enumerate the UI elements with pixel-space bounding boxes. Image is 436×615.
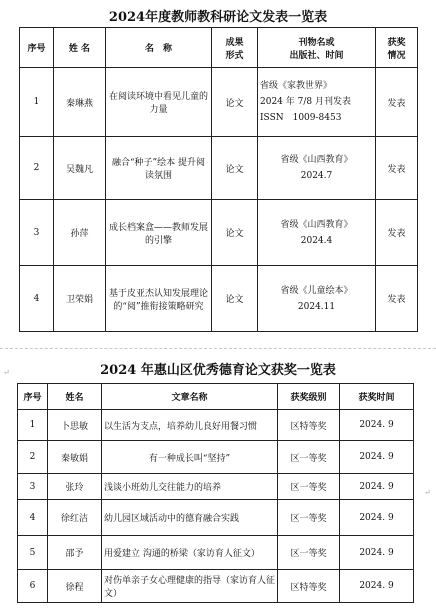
header-form: 成果 形式 xyxy=(212,28,258,68)
row-level: 区一等奖 xyxy=(278,500,340,536)
table-row xyxy=(18,474,414,500)
row-no: 3 xyxy=(20,200,54,266)
table1-title: 2024年度教师教科研论文发表一览表 xyxy=(108,10,328,25)
header-no: 序号 xyxy=(18,384,48,410)
row-no: 2 xyxy=(18,441,48,474)
row-form: 论文 xyxy=(212,200,258,266)
row-level: 区一等奖 xyxy=(278,474,340,500)
row-no: 3 xyxy=(18,474,48,500)
row-level: 区特等奖 xyxy=(278,410,340,441)
moral-education-award-table xyxy=(17,383,414,603)
paragraph-mark-icon: ↵ xyxy=(424,488,431,497)
row-no: 1 xyxy=(18,410,48,441)
row-no: 4 xyxy=(18,500,48,536)
header-level: 获奖级别 xyxy=(278,384,340,410)
row-form: 论文 xyxy=(212,68,258,137)
row-no: 1 xyxy=(20,68,54,137)
row-time: 2024. 9 xyxy=(340,441,414,474)
table-row xyxy=(18,410,414,441)
row-title: 有一种成长叫“坚持” xyxy=(102,441,278,474)
header-title: 名 称 xyxy=(106,28,212,68)
row-name: 孙萍 xyxy=(54,200,106,266)
table-row xyxy=(20,266,418,332)
row-no: 4 xyxy=(20,266,54,332)
table-row xyxy=(18,441,414,474)
row-time: 2024. 9 xyxy=(340,474,414,500)
row-level: 区一等奖 xyxy=(278,441,340,474)
header-award: 获奖 情况 xyxy=(376,28,418,68)
table-header-row xyxy=(20,28,418,68)
row-form: 论文 xyxy=(212,137,258,200)
row-title: 融合“种子”绘本 提升阅读氛围 xyxy=(106,137,212,200)
row-form: 论文 xyxy=(212,266,258,332)
row-name: 秦敏娟 xyxy=(48,441,102,474)
header-time: 获奖时间 xyxy=(340,384,414,410)
row-name: 徐红洁 xyxy=(48,500,102,536)
row-level: 区一等奖 xyxy=(278,536,340,570)
row-time: 2024. 9 xyxy=(340,410,414,441)
row-no: 2 xyxy=(20,137,54,200)
row-award: 发表 xyxy=(376,200,418,266)
header-name: 姓名 xyxy=(48,384,102,410)
row-name: 徐程 xyxy=(48,570,102,603)
paper-publication-table xyxy=(19,27,418,332)
row-name: 秦琳燕 xyxy=(54,68,106,137)
table-row xyxy=(20,68,418,137)
table2-title: 2024 年惠山区优秀德育论文获奖一览表 xyxy=(100,363,336,378)
row-title: 以生活为支点，培养幼儿良好用餐习惯 xyxy=(102,410,278,441)
row-time: 2024. 9 xyxy=(340,500,414,536)
row-no: 5 xyxy=(18,536,48,570)
row-name: 邵予 xyxy=(48,536,102,570)
row-publication: 省级《家教世界》 2024 年 7/8 月刊发表 ISSN 1009-8453 xyxy=(258,68,376,137)
row-level: 区特等奖 xyxy=(278,570,340,603)
paragraph-mark-icon: ↵ xyxy=(3,368,10,377)
table-row xyxy=(18,570,414,603)
row-name: 张玲 xyxy=(48,474,102,500)
row-publication: 省级《山西教育》 2024.7 xyxy=(258,137,376,200)
row-award: 发表 xyxy=(376,68,418,137)
header-no: 序号 xyxy=(20,28,54,68)
row-title: 对伤单亲子女心理健康的指导（家访育人征文） xyxy=(102,570,278,603)
row-title: 基于皮亚杰认知发展理论的“阅”推衔接策略研究 xyxy=(106,266,212,332)
row-publication: 省级《儿童绘本》 2024.11 xyxy=(258,266,376,332)
row-title: 浅谈小班幼儿交往能力的培养 xyxy=(102,474,278,500)
row-name: 卜思敏 xyxy=(48,410,102,441)
table-header-row xyxy=(18,384,414,410)
table-row xyxy=(20,137,418,200)
table-row xyxy=(20,200,418,266)
header-name: 姓 名 xyxy=(54,28,106,68)
row-name: 卫荣娟 xyxy=(54,266,106,332)
page-break-line xyxy=(0,348,436,349)
row-no: 6 xyxy=(18,570,48,603)
row-time: 2024. 9 xyxy=(340,570,414,603)
row-title: 成长档案盒——教师发展的引擎 xyxy=(106,200,212,266)
row-name: 吴魏凡 xyxy=(54,137,106,200)
header-title: 文章名称 xyxy=(102,384,278,410)
table-row xyxy=(18,500,414,536)
header-publication: 刊物名或 出版社、时间 xyxy=(258,28,376,68)
row-award: 发表 xyxy=(376,266,418,332)
row-title: 在阅读环境中看见儿童的力量 xyxy=(106,68,212,137)
row-title: 用爱建立 沟通的桥梁（家访育人征文） xyxy=(102,536,278,570)
row-title: 幼儿园区域活动中的德育融合实践 xyxy=(102,500,278,536)
table-row xyxy=(18,536,414,570)
row-publication: 省级《山西教育》 2024.4 xyxy=(258,200,376,266)
row-award: 发表 xyxy=(376,137,418,200)
row-time: 2024. 9 xyxy=(340,536,414,570)
